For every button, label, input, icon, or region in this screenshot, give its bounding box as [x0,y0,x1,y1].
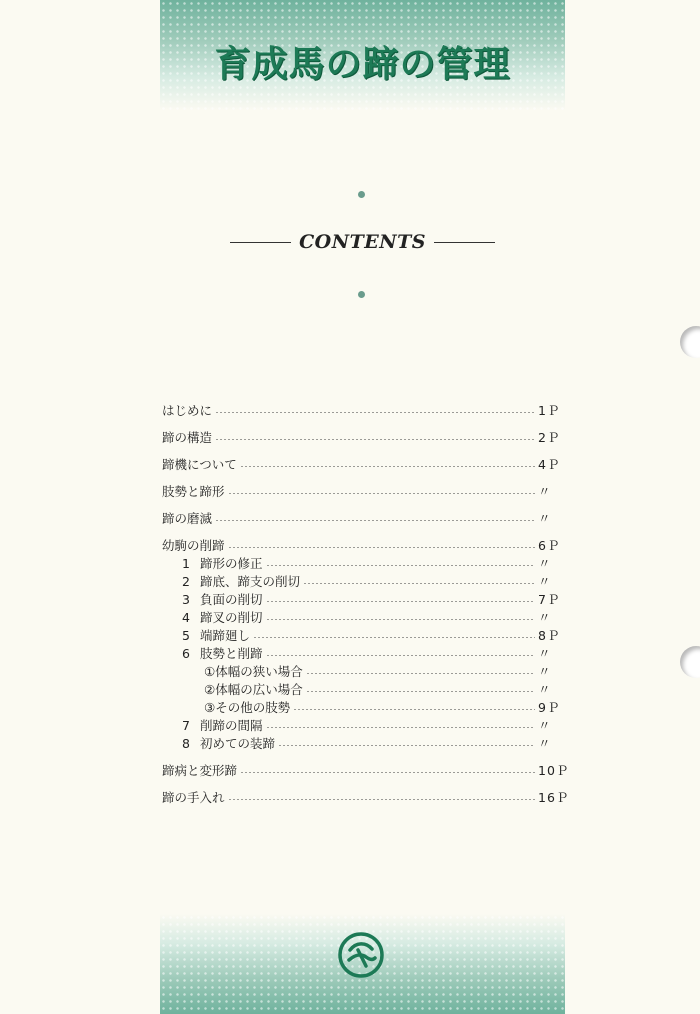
heading-rule-left [230,242,291,243]
toc-entry-number: 7 [182,718,190,733]
toc-entry-page: 〃 [538,511,552,526]
toc-entry-page: 4Ｐ [538,457,561,472]
toc-entry-label: 削蹄の間隔 [200,718,263,733]
toc-entry-label: 肢勢と蹄形 [162,484,225,499]
toc-entry-label: ③その他の肢勢 [204,700,291,715]
toc-entry-label: 蹄の構造 [162,430,213,445]
toc-entry-number: 1 [182,556,190,571]
toc-dot-leader [253,637,535,638]
organization-logo-icon [336,930,386,980]
upper-bullet-dot [358,191,365,198]
toc-entry-page: 〃 [538,664,552,679]
toc-entry [162,591,566,609]
toc-dot-leader [278,745,535,746]
toc-dot-leader [215,412,535,413]
toc-dot-leader [228,547,535,548]
toc-entry [162,510,566,528]
toc-entry-label: ②体幅の広い場合 [204,682,303,697]
toc-dot-leader [293,709,535,710]
toc-entry-page: 8Ｐ [538,628,561,643]
toc-entry [162,609,566,627]
toc-entry-number: 6 [182,646,190,661]
toc-entry-label: 蹄の磨滅 [162,511,213,526]
toc-entry-page: 〃 [538,736,552,751]
lower-bullet-dot [358,291,365,298]
toc-entry-page: 〃 [538,556,552,571]
toc-entry-page: 2Ｐ [538,430,561,445]
toc-dot-leader [306,691,535,692]
contents-heading-text: CONTENTS [299,231,426,253]
toc-entry-page: 〃 [538,682,552,697]
toc-entry-label: 幼駒の削蹄 [162,538,225,553]
toc-entry [162,456,566,474]
toc-entry-label: 蹄底、蹄支の削切 [200,574,301,589]
page-title: 育成馬の蹄の管理 [214,44,511,85]
toc-entry-number: 2 [182,574,190,589]
toc-dot-leader [266,601,535,602]
toc-entry-page: 7Ｐ [538,592,561,607]
toc-entry [162,537,566,555]
toc-entry [162,717,566,735]
toc-entry [162,699,566,717]
toc-entry [162,402,566,420]
toc-entry [162,555,566,573]
toc-entry [162,429,566,447]
toc-dot-leader [306,673,535,674]
toc-entry-label: 蹄の手入れ [162,790,225,805]
toc-entry-label: 蹄病と変形蹄 [162,763,238,778]
toc-entry-page: 〃 [538,646,552,661]
toc-entry-label: 初めての装蹄 [200,736,276,751]
toc-entry-number: 8 [182,736,190,751]
toc-entry-label: ①体幅の狭い場合 [204,664,303,679]
toc-entry-label: 肢勢と削蹄 [200,646,263,661]
toc-entry-page: 9Ｐ [538,700,561,715]
toc-entry [162,762,570,780]
toc-entry-label: 蹄機について [162,457,237,472]
toc-entry-page: 〃 [538,574,552,589]
toc-dot-leader [303,583,535,584]
toc-entry-label: 負面の削切 [200,592,263,607]
toc-dot-leader [228,493,535,494]
heading-rule-right [434,242,495,243]
table-of-contents [162,402,570,807]
toc-entry [162,789,570,807]
binder-hole-bottom [680,646,700,678]
contents-heading [230,231,495,253]
toc-dot-leader [240,772,535,773]
toc-dot-leader [215,520,535,521]
toc-dot-leader [266,727,535,728]
toc-entry-page: 1Ｐ [538,403,561,418]
toc-dot-leader [266,619,535,620]
toc-entry [162,627,566,645]
toc-entry [162,735,566,753]
toc-entry-page: 16Ｐ [538,790,570,805]
toc-entry-number: 4 [182,610,190,625]
toc-dot-leader [228,799,535,800]
toc-entry [162,483,566,501]
toc-entry-page: 〃 [538,718,552,733]
toc-entry-page: 〃 [538,484,552,499]
toc-dot-leader [240,466,535,467]
toc-dot-leader [215,439,535,440]
toc-entry-number: 5 [182,628,190,643]
toc-entry-number: 3 [182,592,190,607]
toc-dot-leader [266,565,535,566]
toc-entry-label: 端蹄廻し [200,628,251,643]
toc-dot-leader [266,655,535,656]
toc-entry [162,663,566,681]
toc-entry-label: 蹄叉の削切 [200,610,263,625]
binder-hole-top [680,326,700,358]
toc-entry [162,573,566,591]
toc-entry [162,681,566,699]
toc-entry-page: 10Ｐ [538,763,570,778]
toc-entry [162,645,566,663]
toc-entry-page: 〃 [538,610,552,625]
toc-entry-label: 蹄形の修正 [200,556,263,571]
toc-entry-label: はじめに [162,403,213,418]
toc-entry-page: 6Ｐ [538,538,561,553]
